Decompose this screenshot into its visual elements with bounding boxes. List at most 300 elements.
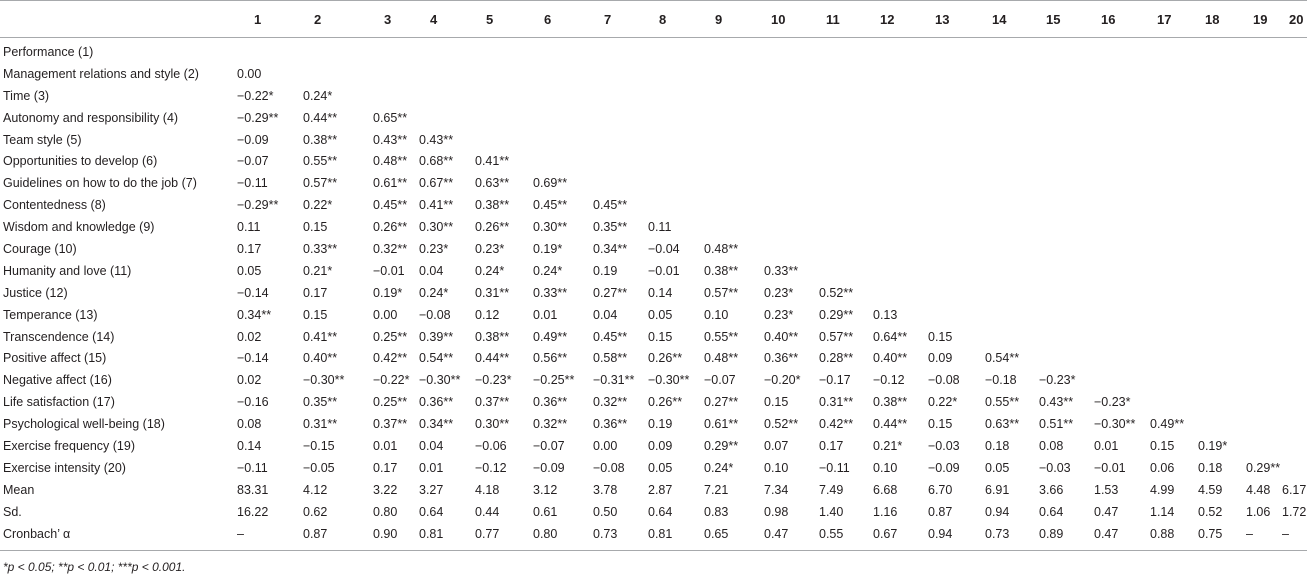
table-cell: −0.09 (533, 460, 565, 475)
table-cell: 83.31 (237, 482, 269, 497)
table-cell: −0.29** (237, 198, 279, 213)
row-label: Performance (1) (3, 44, 94, 59)
table-cell: 0.36** (533, 395, 568, 410)
table-cell: 0.55 (819, 526, 844, 541)
table-cell: 0.02 (237, 373, 262, 388)
table-cell: 6.70 (928, 482, 953, 497)
table-cell: 0.64 (419, 504, 444, 519)
table-cell: 0.18 (985, 438, 1010, 453)
row-label: Transcendence (14) (3, 329, 115, 344)
table-cell: −0.12 (475, 460, 507, 475)
table-cell: 0.57** (819, 329, 854, 344)
table-cell: 0.38** (475, 329, 510, 344)
table-cell: 4.99 (1150, 482, 1175, 497)
table-cell (704, 129, 764, 151)
table-cell (928, 282, 985, 304)
table-cell: 0.44** (303, 110, 338, 125)
table-cell (873, 238, 928, 260)
table-cell: 0.43** (419, 132, 454, 147)
table-cell (1282, 326, 1307, 348)
table-cell (1094, 260, 1150, 282)
table-cell: −0.30** (419, 373, 461, 388)
table-row (0, 282, 1307, 304)
table-cell: 0.24* (419, 285, 449, 300)
table-cell: 0.52** (819, 285, 854, 300)
row-label: Psychological well-being (18) (3, 417, 165, 432)
table-cell (764, 63, 819, 85)
table-cell: 0.43** (373, 132, 408, 147)
table-cell (1039, 150, 1094, 172)
table-cell (1094, 63, 1150, 85)
table-cell: 0.19* (1198, 438, 1228, 453)
table-cell: 0.83 (704, 504, 729, 519)
column-header-18: 18 (1205, 11, 1220, 27)
table-cell: 0.19 (648, 417, 673, 432)
table-cell: 0.88 (1150, 526, 1175, 541)
table-cell: 0.11 (237, 220, 261, 235)
table-cell: −0.30** (1094, 417, 1136, 432)
table-cell: −0.08 (593, 460, 625, 475)
table-cell: 0.63** (475, 176, 510, 191)
table-cell (533, 37, 593, 63)
table-cell: 0.34** (419, 417, 454, 432)
table-cell: −0.11 (237, 176, 268, 191)
table-cell: −0.01 (1094, 460, 1126, 475)
table-cell (764, 216, 819, 238)
table-cell: −0.22* (373, 373, 410, 388)
column-header-9: 9 (715, 11, 723, 27)
table-cell: 0.40** (873, 351, 908, 366)
table-cell: 0.08 (1039, 438, 1064, 453)
table-cell: 0.00 (237, 66, 262, 81)
table-cell (1039, 238, 1094, 260)
table-cell: 0.42** (373, 351, 408, 366)
table-cell: 0.32** (533, 417, 568, 432)
table-cell: 0.98 (764, 504, 789, 519)
table-cell: 3.12 (533, 482, 558, 497)
table-cell (1246, 304, 1282, 326)
table-cell (1198, 347, 1246, 369)
table-cell: 0.45** (593, 329, 628, 344)
table-cell: 0.23* (764, 307, 794, 322)
column-header-4: 4 (430, 11, 438, 27)
table-cell (704, 150, 764, 172)
table-cell (1246, 238, 1282, 260)
table-cell (373, 85, 419, 107)
table-cell (1039, 194, 1094, 216)
column-header-20: 20 (1289, 11, 1304, 27)
table-cell (928, 238, 985, 260)
table-cell: 0.30** (475, 417, 510, 432)
table-cell (1246, 37, 1282, 63)
table-cell: 0.29** (704, 438, 739, 453)
table-cell: −0.18 (985, 373, 1017, 388)
table-cell (1246, 172, 1282, 194)
table-cell (1246, 216, 1282, 238)
table-cell (1039, 347, 1094, 369)
table-cell (1150, 37, 1198, 63)
table-cell: −0.20* (764, 373, 801, 388)
table-cell: 0.47 (764, 526, 789, 541)
table-cell: 0.36** (593, 417, 628, 432)
table-cell (873, 37, 928, 63)
table-cell (1246, 435, 1282, 457)
table-cell (1039, 216, 1094, 238)
table-cell: 0.41** (419, 198, 454, 213)
table-cell (1198, 216, 1246, 238)
table-cell: 4.48 (1246, 482, 1271, 497)
table-cell: 0.21* (873, 438, 903, 453)
column-header-12: 12 (880, 11, 895, 27)
column-header-6: 6 (544, 11, 552, 27)
table-cell: −0.09 (928, 460, 960, 475)
table-cell (1150, 238, 1198, 260)
table-cell (1282, 347, 1307, 369)
table-cell: −0.30** (648, 373, 690, 388)
table-cell (819, 107, 873, 129)
table-cell (1150, 326, 1198, 348)
table-cell: 0.04 (593, 307, 618, 322)
table-cell (764, 37, 819, 63)
table-cell (985, 216, 1039, 238)
table-cell: 0.37** (373, 417, 408, 432)
table-cell (873, 172, 928, 194)
table-cell (1150, 150, 1198, 172)
table-cell (648, 85, 704, 107)
table-cell (819, 260, 873, 282)
table-cell: 0.37** (475, 395, 510, 410)
row-label: Guidelines on how to do the job (7) (3, 176, 197, 191)
table-cell: 0.77 (475, 526, 500, 541)
table-cell: 4.59 (1198, 482, 1223, 497)
table-cell (1094, 150, 1150, 172)
table-cell: 0.36** (764, 351, 799, 366)
table-cell: 0.80 (533, 526, 558, 541)
row-label: Sd. (3, 504, 22, 519)
table-cell (704, 107, 764, 129)
table-cell: 0.41** (303, 329, 338, 344)
table-cell (648, 37, 704, 63)
table-cell: 0.17 (237, 241, 262, 256)
table-cell (1282, 107, 1307, 129)
table-cell (819, 37, 873, 63)
table-cell (1198, 391, 1246, 413)
table-cell (928, 194, 985, 216)
table-cell: 0.19* (533, 241, 563, 256)
table-cell (819, 194, 873, 216)
table-cell (985, 37, 1039, 63)
table-cell: 0.10 (764, 460, 789, 475)
table-cell: 0.31** (819, 395, 854, 410)
table-cell: 0.44** (475, 351, 510, 366)
table-cell: 0.61** (704, 417, 739, 432)
table-cell (1282, 129, 1307, 151)
table-cell: 0.11 (648, 220, 672, 235)
table-cell: 0.55** (303, 154, 338, 169)
table-cell (764, 238, 819, 260)
row-label: Team style (5) (3, 132, 82, 147)
table-cell: 0.00 (593, 438, 618, 453)
table-cell: −0.14 (237, 285, 269, 300)
table-cell (1039, 129, 1094, 151)
table-cell: 4.12 (303, 482, 328, 497)
table-cell: 0.89 (1039, 526, 1064, 541)
table-cell (1094, 172, 1150, 194)
table-cell: 0.09 (648, 438, 673, 453)
table-cell (1198, 260, 1246, 282)
row-label: Exercise frequency (19) (3, 438, 136, 453)
table-cell: 0.58** (593, 351, 628, 366)
correlation-table (0, 1, 1307, 544)
table-cell: 0.73 (593, 526, 618, 541)
table-cell (873, 63, 928, 85)
table-cell (1246, 194, 1282, 216)
table-cell: −0.31** (593, 373, 635, 388)
table-cell (1246, 85, 1282, 107)
table-cell (419, 63, 475, 85)
table-cell: 0.39** (419, 329, 454, 344)
table-cell (873, 85, 928, 107)
table-cell (985, 85, 1039, 107)
table-cell: 0.26** (475, 220, 510, 235)
table-cell (1039, 282, 1094, 304)
table-cell (1039, 304, 1094, 326)
table-cell (1282, 369, 1307, 391)
table-cell (985, 260, 1039, 282)
table-cell: 0.14 (237, 438, 262, 453)
table-cell: 0.65** (373, 110, 408, 125)
table-row (0, 85, 1307, 107)
table-cell (648, 129, 704, 151)
table-cell: 0.26** (648, 351, 683, 366)
table-cell: 0.94 (985, 504, 1010, 519)
table-cell: 0.05 (648, 460, 673, 475)
table-cell: −0.04 (648, 241, 680, 256)
table-cell: 0.27** (704, 395, 739, 410)
row-label: Life satisfaction (17) (3, 395, 115, 410)
table-cell (928, 260, 985, 282)
row-label: Time (3) (3, 88, 50, 103)
table-cell: 3.78 (593, 482, 618, 497)
table-cell: −0.03 (928, 438, 960, 453)
table-cell: 0.22* (303, 198, 333, 213)
table-footnote: *p < 0.05; **p < 0.01; ***p < 0.001. (3, 560, 186, 574)
row-label: Autonomy and responsibility (4) (3, 110, 179, 125)
table-cell (704, 37, 764, 63)
table-cell: 0.04 (419, 263, 444, 278)
table-cell: 0.45** (593, 198, 628, 213)
table-cell (1094, 369, 1150, 391)
table-cell: 3.22 (373, 482, 398, 497)
table-cell: 0.52** (764, 417, 799, 432)
table-cell (533, 129, 593, 151)
row-label: Negative affect (16) (3, 373, 112, 388)
table-cell (985, 63, 1039, 85)
table-cell (819, 129, 873, 151)
table-row (0, 304, 1307, 326)
table-cell: 0.25** (373, 329, 408, 344)
table-cell: 1.14 (1150, 504, 1175, 519)
table-cell: 0.63** (985, 417, 1020, 432)
table-cell: −0.07 (237, 154, 269, 169)
table-cell: −0.07 (704, 373, 736, 388)
column-header-7: 7 (604, 11, 612, 27)
table-cell (648, 172, 704, 194)
table-row (0, 63, 1307, 85)
table-cell (1039, 85, 1094, 107)
table-cell: 0.21* (303, 263, 333, 278)
table-cell: −0.15 (303, 438, 335, 453)
table-cell (1198, 129, 1246, 151)
table-cell (1282, 85, 1307, 107)
table-cell: 3.66 (1039, 482, 1064, 497)
table-cell: −0.23* (1094, 395, 1131, 410)
table-cell (704, 194, 764, 216)
table-cell (303, 37, 373, 63)
table-cell: 0.50 (593, 504, 618, 519)
table-cell: 0.55** (704, 329, 739, 344)
table-cell: 0.05 (237, 263, 262, 278)
table-cell: 0.87 (928, 504, 953, 519)
table-cell (1246, 63, 1282, 85)
row-label: Exercise intensity (20) (3, 460, 126, 475)
table-cell (1282, 413, 1307, 435)
table-cell (1198, 150, 1246, 172)
table-cell: 0.33** (764, 263, 799, 278)
table-cell: 1.72 (1282, 504, 1307, 519)
table-row (0, 150, 1307, 172)
table-cell: −0.30** (303, 373, 345, 388)
table-cell: 0.90 (373, 526, 398, 541)
table-cell: 0.25** (373, 395, 408, 410)
table-cell: 0.55** (985, 395, 1020, 410)
table-cell (819, 238, 873, 260)
table-cell (1282, 37, 1307, 63)
table-cell: −0.11 (237, 460, 268, 475)
table-cell (475, 129, 533, 151)
row-label: Cronbach’ α (3, 526, 71, 541)
table-cell (764, 150, 819, 172)
header-row (0, 1, 1307, 37)
table-cell (873, 194, 928, 216)
table-row (0, 260, 1307, 282)
column-header-8: 8 (659, 11, 667, 27)
table-cell (237, 37, 303, 63)
table-cell (1198, 304, 1246, 326)
table-cell (1282, 63, 1307, 85)
table-cell: 0.00 (373, 307, 398, 322)
table-row (0, 457, 1307, 479)
table-cell: 0.81 (648, 526, 673, 541)
table-row (0, 413, 1307, 435)
row-label: Courage (10) (3, 241, 77, 256)
table-row (0, 107, 1307, 129)
table-cell (1094, 37, 1150, 63)
table-cell (419, 107, 475, 129)
table-cell (1246, 369, 1282, 391)
table-cell: −0.01 (648, 263, 680, 278)
table-cell: 0.42** (819, 417, 854, 432)
table-cell: 0.64** (873, 329, 908, 344)
table-cell: 1.06 (1246, 504, 1271, 519)
table-cell (985, 238, 1039, 260)
table-cell: −0.05 (303, 460, 335, 475)
table-cell: −0.17 (819, 373, 851, 388)
table-cell (819, 172, 873, 194)
table-cell: 0.01 (419, 460, 444, 475)
table-cell (419, 37, 475, 63)
table-cell: 0.45** (373, 198, 408, 213)
table-row (0, 172, 1307, 194)
table-cell: −0.12 (873, 373, 905, 388)
table-cell (1094, 129, 1150, 151)
table-cell: 1.16 (873, 504, 898, 519)
column-header-3: 3 (384, 11, 392, 27)
table-cell (985, 304, 1039, 326)
table-cell (1198, 413, 1246, 435)
table-cell (648, 194, 704, 216)
table-cell (373, 37, 419, 63)
table-cell: 0.15 (764, 395, 789, 410)
table-cell (1094, 107, 1150, 129)
table-cell: −0.08 (928, 373, 960, 388)
table-cell: 0.38** (475, 198, 510, 213)
table-cell (1039, 326, 1094, 348)
table-cell: 0.19 (593, 263, 618, 278)
table-cell (1150, 63, 1198, 85)
table-cell: 0.01 (1094, 438, 1119, 453)
table-cell (648, 150, 704, 172)
table-cell (764, 129, 819, 151)
table-cell: – (1282, 526, 1289, 541)
table-cell (873, 150, 928, 172)
table-cell (1150, 172, 1198, 194)
table-cell: 6.91 (985, 482, 1010, 497)
table-row (0, 435, 1307, 457)
table-cell (1198, 326, 1246, 348)
table-cell: 0.14 (648, 285, 673, 300)
table-cell (303, 63, 373, 85)
table-row (0, 479, 1307, 501)
table-row (0, 216, 1307, 238)
table-cell (1150, 347, 1198, 369)
table-cell (1282, 457, 1307, 479)
table-cell (648, 63, 704, 85)
table-cell: −0.25** (533, 373, 575, 388)
bottom-rule (0, 550, 1307, 551)
column-header-13: 13 (935, 11, 950, 27)
table-cell: 0.23* (419, 241, 449, 256)
table-cell: 0.67** (419, 176, 454, 191)
table-cell: 0.15 (1150, 438, 1175, 453)
table-cell (1094, 85, 1150, 107)
table-cell: 6.17 (1282, 482, 1307, 497)
table-cell: 0.23* (764, 285, 794, 300)
table-cell (1150, 129, 1198, 151)
table-cell: 0.44** (873, 417, 908, 432)
table-cell: 0.56** (533, 351, 568, 366)
table-row (0, 369, 1307, 391)
table-cell (1150, 260, 1198, 282)
table-cell (1198, 369, 1246, 391)
table-cell: 0.34** (593, 241, 628, 256)
table-cell: 0.44 (475, 504, 500, 519)
table-cell: 0.40** (303, 351, 338, 366)
table-cell: 0.15 (928, 329, 953, 344)
table-cell (1039, 37, 1094, 63)
row-label: Mean (3, 482, 35, 497)
table-cell (985, 194, 1039, 216)
